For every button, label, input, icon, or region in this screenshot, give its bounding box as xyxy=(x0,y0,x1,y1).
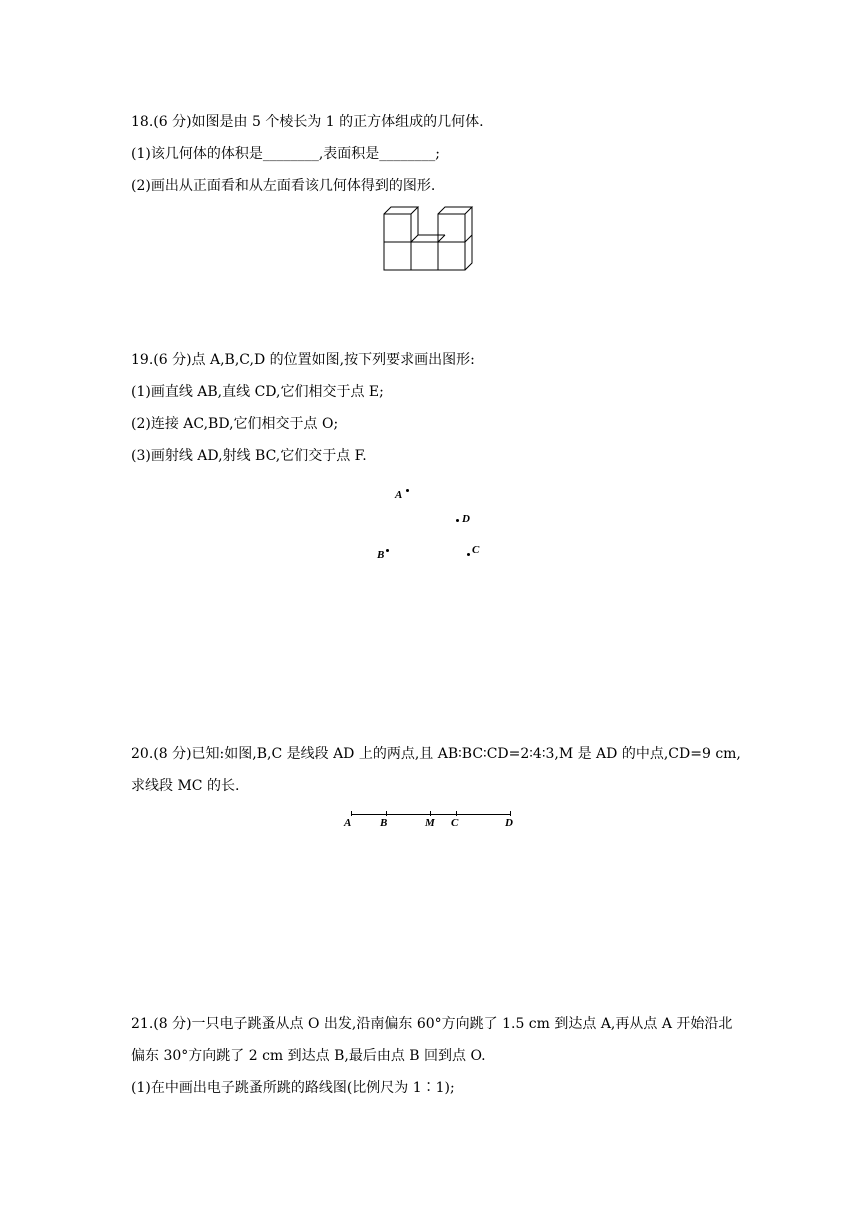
point-a xyxy=(395,483,415,499)
point-b-dot xyxy=(386,549,389,552)
seg-label-b: B xyxy=(380,817,388,829)
q18-part1: (1)该几何体的体积是________,表面积是________; xyxy=(131,146,440,162)
point-a-dot xyxy=(406,489,409,492)
tick-a xyxy=(351,811,352,816)
seg-label-m: M xyxy=(425,817,435,829)
q19-title: 19.(6 分)点 A,B,C,D 的位置如图,按下列要求画出图形: xyxy=(131,352,475,368)
q18-title: 18.(6 分)如图是由 5 个棱长为 1 的正方体组成的几何体. xyxy=(131,114,484,130)
q19-part3: (3)画射线 AD,射线 BC,它们交于点 F. xyxy=(131,448,367,464)
q19-part1: (1)画直线 AB,直线 CD,它们相交于点 E; xyxy=(131,384,384,400)
tick-c xyxy=(456,811,457,816)
point-d-dot xyxy=(456,519,459,522)
q21-part1: (1)在中画出电子跳蚤所跳的路线图(比例尺为 1∶1); xyxy=(131,1080,455,1096)
point-d-label: D xyxy=(462,513,470,525)
tick-m xyxy=(430,811,431,816)
segment-ad-line xyxy=(351,814,511,815)
segment-ad-figure xyxy=(340,808,520,832)
point-a-label: A xyxy=(395,489,403,501)
point-b-label: B xyxy=(377,549,385,561)
tick-d xyxy=(510,811,511,816)
tick-b xyxy=(386,811,387,816)
seg-label-d: D xyxy=(505,817,513,829)
q20-text: 20.(8 分)已知:如图,B,C 是线段 AD 上的两点,且 AB∶BC∶CD=2∶4∶3,M 是 AD 的中点,CD=9 cm,求线段 MC 的长. xyxy=(131,746,741,794)
q18-part2: (2)画出从正面看和从左面看该几何体得到的图形. xyxy=(131,178,436,194)
point-d xyxy=(456,513,476,529)
cube-solid-figure xyxy=(380,203,480,273)
seg-label-a: A xyxy=(344,817,352,829)
point-b xyxy=(377,543,397,559)
seg-label-c: C xyxy=(451,817,459,829)
q19-part2: (2)连接 AC,BD,它们相交于点 O; xyxy=(131,416,339,432)
point-c-label: C xyxy=(472,544,480,556)
point-c-dot xyxy=(467,553,470,556)
point-c xyxy=(467,544,487,560)
q21-text: 21.(8 分)一只电子跳蚤从点 O 出发,沿南偏东 60°方向跳了 1.5 cm 到达点 A,再从点 A 开始沿北偏东 30°方向跳了 2 cm 到达点 B,最后由点 B 回到点 O. xyxy=(131,1016,733,1064)
